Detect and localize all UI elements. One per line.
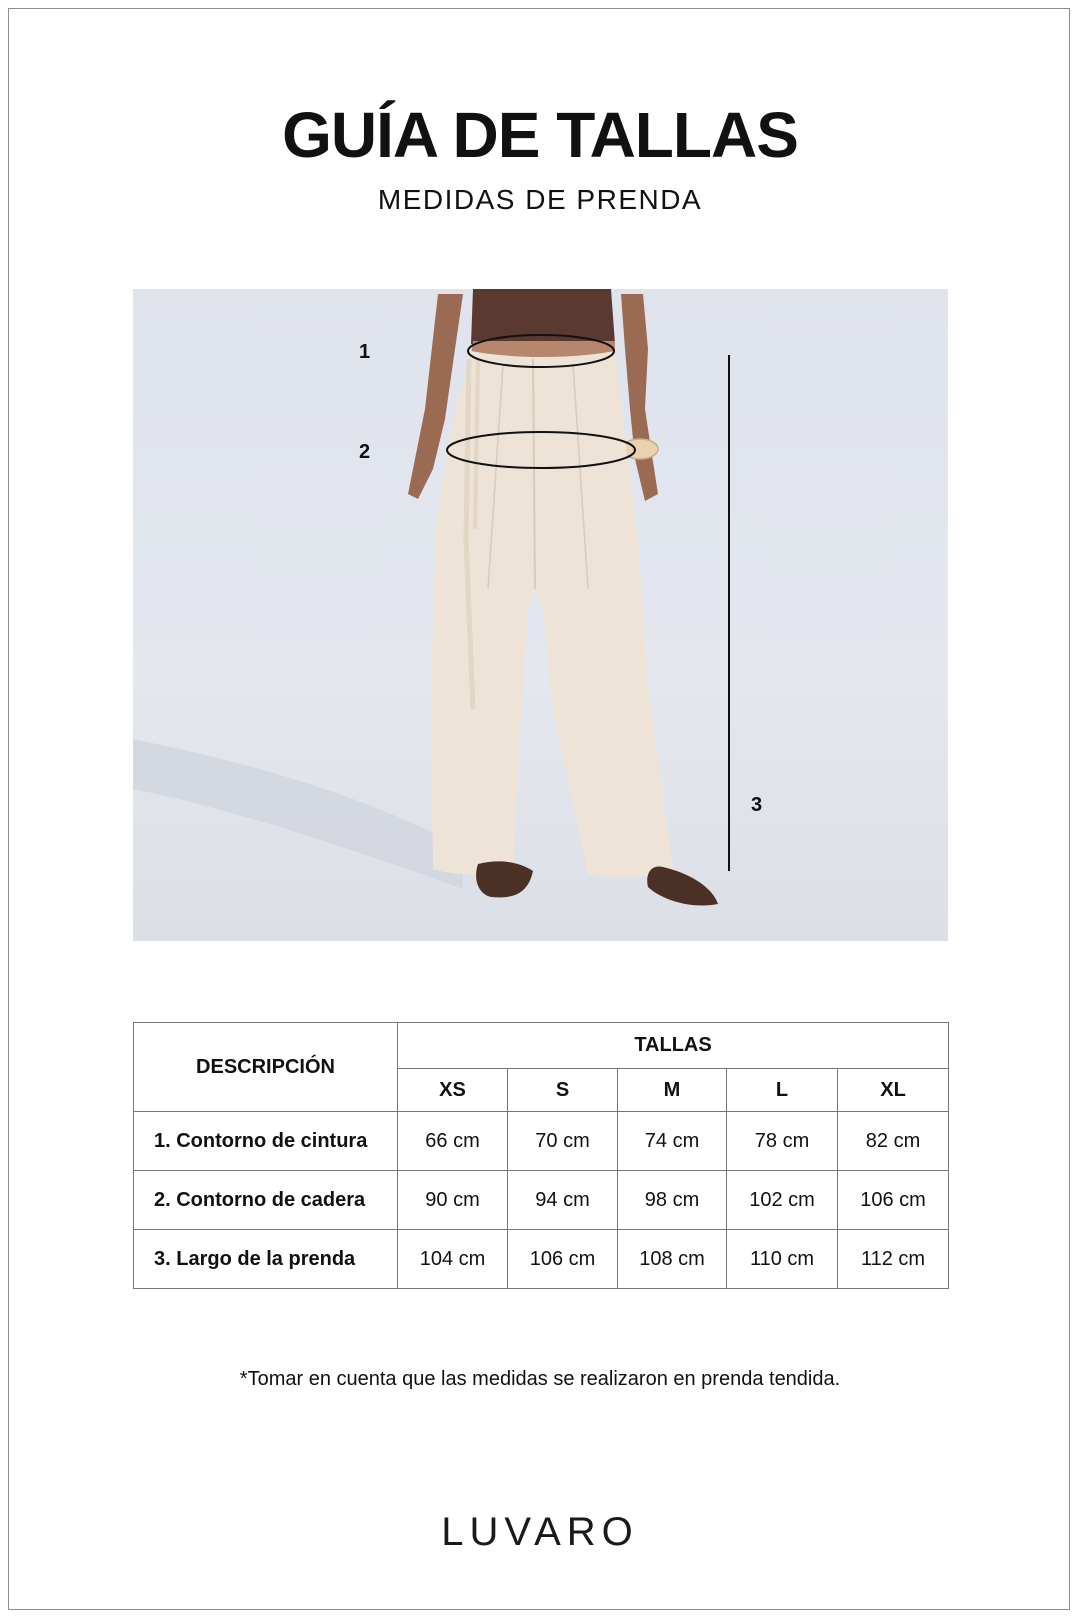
measurement-note: *Tomar en cuenta que las medidas se realizaron en prenda tendida. bbox=[239, 1368, 841, 1390]
right-shoe bbox=[647, 866, 718, 905]
table-row bbox=[134, 1171, 949, 1230]
table-cell: 78 cm bbox=[727, 1112, 838, 1171]
marker-3: 3 bbox=[751, 794, 763, 816]
table-cell: 106 cm bbox=[838, 1171, 949, 1230]
size-header: S bbox=[508, 1069, 618, 1112]
floor-shadow bbox=[133, 739, 463, 889]
size-header: L bbox=[727, 1069, 838, 1112]
size-table bbox=[133, 1022, 949, 1289]
table-row bbox=[134, 1112, 949, 1171]
table-cell: 104 cm bbox=[398, 1230, 508, 1289]
brand-logo: LUVARO bbox=[441, 1510, 639, 1554]
table-cell: 98 cm bbox=[618, 1171, 727, 1230]
table-cell: 112 cm bbox=[838, 1230, 949, 1289]
page-title: GUÍA DE TALLAS bbox=[282, 99, 798, 171]
table-cell: 82 cm bbox=[838, 1112, 949, 1171]
table-row bbox=[134, 1230, 949, 1289]
table-cell: 74 cm bbox=[618, 1112, 727, 1171]
left-shoe bbox=[476, 861, 533, 897]
table-cell: 90 cm bbox=[398, 1171, 508, 1230]
table-cell: 102 cm bbox=[727, 1171, 838, 1230]
row-label: 2. Contorno de cadera bbox=[134, 1171, 398, 1230]
sizes-header: TALLAS bbox=[398, 1023, 949, 1069]
product-photo bbox=[133, 289, 948, 941]
page-subtitle: MEDIDAS DE PRENDA bbox=[377, 184, 703, 215]
marker-1: 1 bbox=[359, 341, 371, 363]
table-cell: 70 cm bbox=[508, 1112, 618, 1171]
marker-2: 2 bbox=[359, 441, 371, 463]
table-cell: 106 cm bbox=[508, 1230, 618, 1289]
table-cell: 110 cm bbox=[727, 1230, 838, 1289]
size-header: XS bbox=[398, 1069, 508, 1112]
size-header: XL bbox=[838, 1069, 949, 1112]
description-header: DESCRIPCIÓN bbox=[134, 1023, 398, 1112]
table-cell: 108 cm bbox=[618, 1230, 727, 1289]
row-label: 1. Contorno de cintura bbox=[134, 1112, 398, 1171]
table-cell: 94 cm bbox=[508, 1171, 618, 1230]
table-cell: 66 cm bbox=[398, 1112, 508, 1171]
size-header: M bbox=[618, 1069, 727, 1112]
row-label: 3. Largo de la prenda bbox=[134, 1230, 398, 1289]
